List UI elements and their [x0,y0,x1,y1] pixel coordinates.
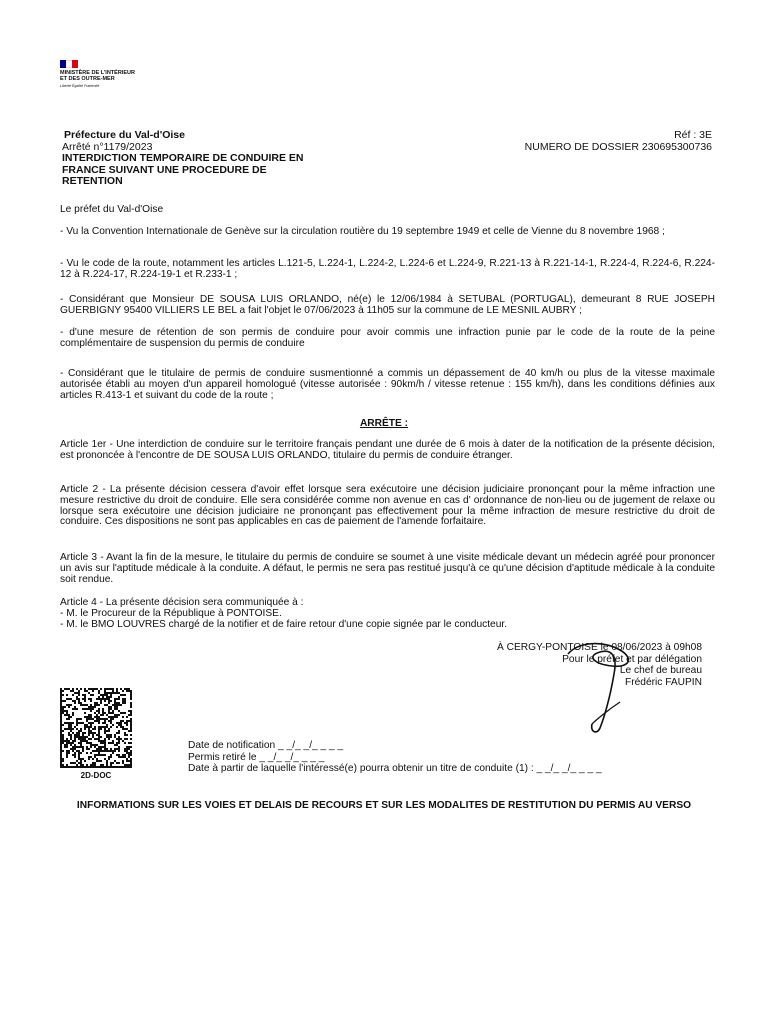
article-3: Article 3 - Avant la fin de la mesure, le titulaire du permis de conduire se soumet à une visite médicale devant un médecin agréé pour prononcer un avis sur l'aptitude médicale à la conduite. A défaut, le permis ne sera pas restitué jusqu'à ce qu'une décision d'aptitude médicale à la conduite soit rendue. [60,552,715,585]
article-4-line-2: - M. le BMO LOUVRES chargé de la notifier et de faire retour d'une copie signée par le conducteur. [60,618,508,630]
intro-line: Le préfet du Val-d'Oise [60,204,164,215]
article-4-line-1: - M. le Procureur de la République à PONTOISE. [60,607,282,619]
datamatrix-label: 2D-DOC [80,771,112,780]
permit-withdrawn-line: Permis retiré le _ _/_ _/_ _ _ _ [188,751,325,763]
header-left [62,130,322,188]
signature-role: Le chef de bureau [619,665,702,677]
article-2: Article 2 - La présente décision cessera d'avoir effet lorsque sera exécutoire une décision judiciaire prononçant pour la même infraction une mesure restrictive du droit de conduire. Elle sera considérée comme non avenue en cas d' ordonnance de non-lieu ou de jugement de relaxe ou lorsque sera exécutoire une décision judiciaire ne prononçant pas effectivement pour la même infraction de mesure restrictive du droit de conduire. Ces dispositions ne sont pas applicables en cas de paiement de l'amende forfaitaire. [60,484,715,528]
footer-notice: INFORMATIONS SUR LES VOIES ET DELAIS DE RECOURS ET SUR LES MODALITES DE RESTITUTION DU PERMIS AU VERSO [76,800,692,811]
arrete-heading: ARRÊTE : [359,418,409,429]
paragraph-considerant: - Considérant que Monsieur DE SOUSA LUIS ORLANDO, né(e) le 12/06/1984 à SETUBAL (PORTUGAL), demeurant 8 RUE JOSEPH GUERBIGNY 95400 VILLIERS LE BEL a fait l'objet le 07/06/2023 à 11h05 sur la commune de LE MESNIL AUBRY ; [60,294,715,316]
reference: Réf : 3E [674,129,712,141]
notification-block [188,740,708,775]
paragraph-speed: - Considérant que le titulaire de permis de conduire susmentionné a commis un dépassement de 40 km/h ou plus de la vitesse maximale autorisée établi au moyen d'un appareil homologué (vitesse autorisée : 90km/h / vitesse retenue : 155 km/h), dans les conditions définies aux articles R.413-1 et suivant du code de la route ; [60,368,715,401]
article-4 [60,598,715,630]
paragraph-code-route: - Vu le code de la route, notamment les articles L.121-5, L.224-1, L.224-2, L.224-6 et L.224-9, R.221-13 à R.221-14-1, R.224-4, R.224-6, R.224-12 à R.224-17, R.224-19-1 et R.233-1 ; [60,258,715,280]
prefecture-name: Préfecture du Val-d'Oise [64,129,185,141]
paragraph-geneva: - Vu la Convention Internationale de Genève sur la circulation routière du 19 septembre 1949 et celle de Vienne du 8 novembre 1968 ; [60,226,665,237]
notification-date-line: Date de notification _ _/_ _/_ _ _ _ [188,740,344,751]
license-recovery-line: Date à partir de laquelle l'intéressé(e) pourra obtenir un titre de conduite (1) : _ _/_ _/_ _ _ _ [188,763,602,775]
arrete-number: Arrêté n°1179/2023 [62,140,153,153]
signature-block [402,642,702,688]
ministry-logo [60,60,140,88]
dossier-number: NUMERO DE DOSSIER 230695300736 [524,140,712,153]
signature-name: Frédéric FAUPIN [625,676,702,688]
flag-icon [60,60,78,68]
signature-delegation: Pour le préfet et par délégation [562,653,702,665]
datamatrix-code [60,688,132,768]
ministry-name: MINISTÈRE DE L'INTÉRIEUR ET DES OUTRE-MER [60,70,135,82]
article-1: Article 1er - Une interdiction de conduire sur le territoire français pendant une durée de 6 mois à dater de la notification de la présente décision, est prononcée à l'encontre de DE SOUSA LUIS ORLANDO, titulaire du permis de conduire étranger. [60,439,715,461]
paragraph-retention: - d'une mesure de rétention de son permis de conduire pour avoir commis une infraction punie par le code de la route de la peine complémentaire de suspension du permis de conduire [60,327,715,349]
signature-place-date: À CERGY-PONTOISE le 08/06/2023 à 09h08 [496,642,702,653]
document-title: INTERDICTION TEMPORAIRE DE CONDUIRE EN FRANCE SUIVANT UNE PROCEDURE DE RETENTION [62,152,304,187]
article-4-title: Article 4 - La présente décision sera communiquée à : [60,597,304,608]
republic-motto: Liberté Égalité Fraternité [60,84,100,88]
header-right [452,130,712,153]
